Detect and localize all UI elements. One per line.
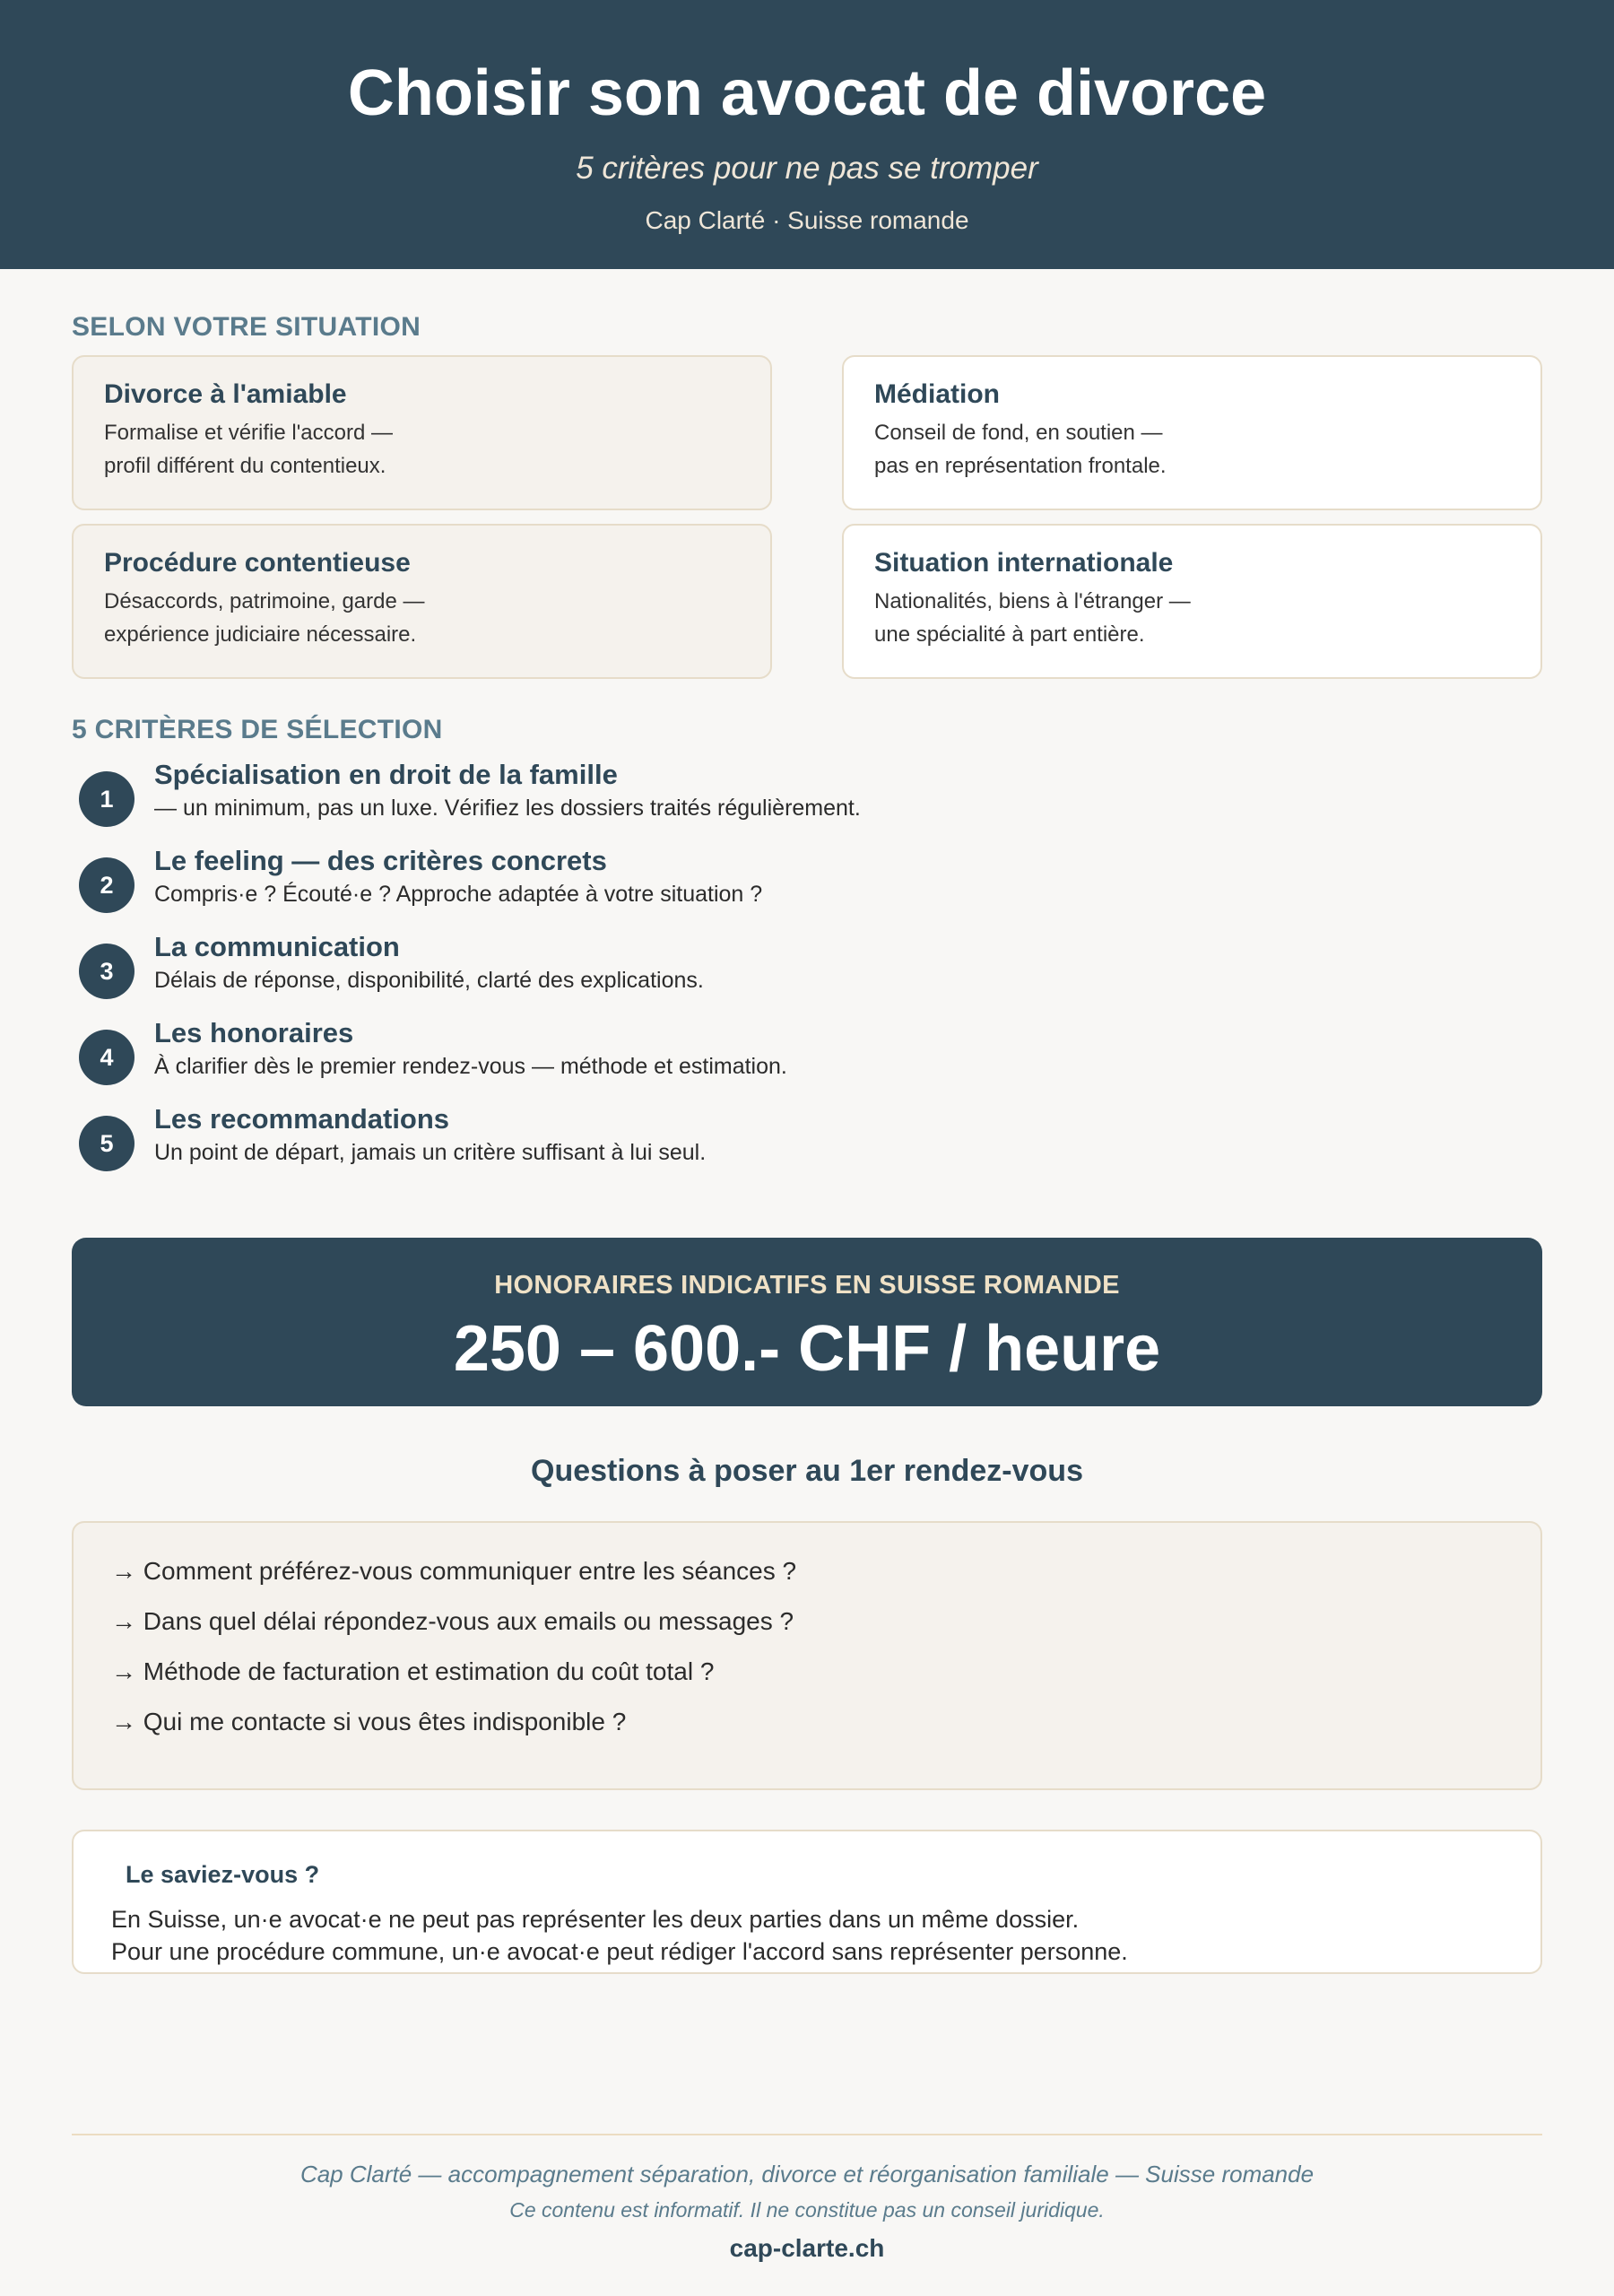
situation-card-amiable <box>72 355 772 510</box>
question-item: → Méthode de facturation et estimation du coût total ? <box>111 1657 715 1685</box>
page-subtitle: 5 critères pour ne pas se tromper <box>576 151 1038 186</box>
situation-card-mediation <box>842 355 1542 510</box>
criteria-list <box>79 759 1424 1193</box>
did-you-know-box <box>72 1830 1542 1974</box>
situation-card-body: Nationalités, biens à l'étranger — une spécialité à part entière. <box>874 589 1191 647</box>
criterion-number: 4 <box>79 1030 134 1085</box>
criterion-item <box>79 1017 1424 1107</box>
criterion-title: Les honoraires <box>154 1017 354 1048</box>
footer-disclaimer: Ce contenu est informatif. Il ne constitue pas un conseil juridique. <box>509 2198 1105 2222</box>
situation-card-title: Procédure contentieuse <box>104 548 411 578</box>
fees-value: 250 – 600.- CHF / heure <box>453 1313 1161 1385</box>
criterion-item <box>79 759 1424 848</box>
situation-card-body: Conseil de fond, en soutien — pas en représentation frontale. <box>874 421 1167 478</box>
footer-website-link[interactable]: cap-clarte.ch <box>729 2234 885 2262</box>
question-item: → Comment préférez-vous communiquer entre les séances ? <box>111 1557 797 1585</box>
brand-line: Cap Clarté · Suisse romande <box>645 206 969 234</box>
criterion-item <box>79 845 1424 935</box>
criterion-description: Délais de réponse, disponibilité, clarté des explications. <box>154 968 704 993</box>
criterion-description: À clarifier dès le premier rendez-vous — méthode et estimation. <box>154 1054 787 1079</box>
criterion-description: Un point de départ, jamais un critère suffisant à lui seul. <box>154 1140 707 1165</box>
fees-label: HONORAIRES INDICATIFS EN SUISSE ROMANDE <box>494 1271 1120 1300</box>
question-item: → Qui me contacte si vous êtes indisponible ? <box>111 1708 627 1735</box>
criterion-title: Les recommandations <box>154 1103 450 1135</box>
criterion-description: Compris·e ? Écouté·e ? Approche adaptée à votre situation ? <box>154 882 763 907</box>
situation-card-title: Divorce à l'amiable <box>104 379 347 409</box>
criterion-number: 2 <box>79 857 134 913</box>
page-title: Choisir son avocat de divorce <box>347 57 1267 129</box>
fees-banner <box>72 1238 1542 1406</box>
situation-card-body: Formalise et vérifie l'accord — profil différent du contentieux. <box>104 421 394 478</box>
criterion-title: Le feeling — des critères concrets <box>154 845 607 876</box>
page-header <box>0 0 1614 269</box>
criterion-number: 1 <box>79 771 134 827</box>
tip-line: Pour une procédure commune, un·e avocat·e peut rédiger l'accord sans représenter personne. <box>111 1938 1128 1965</box>
criterion-item <box>79 1103 1424 1193</box>
criterion-description: — un minimum, pas un luxe. Vérifiez les dossiers traités régulièrement. <box>154 796 861 821</box>
situation-card-title: Médiation <box>874 379 1000 409</box>
criterion-item <box>79 931 1424 1021</box>
tip-title: Le saviez-vous ? <box>126 1861 320 1888</box>
situation-card-internationale <box>842 524 1542 679</box>
questions-heading: Questions à poser au 1er rendez-vous <box>531 1454 1083 1488</box>
questions-box <box>72 1521 1542 1790</box>
situation-card-title: Situation internationale <box>874 548 1174 578</box>
situation-card-body: Désaccords, patrimoine, garde — expérience judiciaire nécessaire. <box>104 589 425 647</box>
situations-heading: SELON VOTRE SITUATION <box>72 312 421 342</box>
footer-divider <box>72 2134 1542 2135</box>
criterion-title: Spécialisation en droit de la famille <box>154 759 618 790</box>
criterion-number: 3 <box>79 944 134 999</box>
situation-card-contentieuse <box>72 524 772 679</box>
tip-line: En Suisse, un·e avocat·e ne peut pas représenter les deux parties dans un même dossier. <box>111 1906 1080 1933</box>
criterion-number: 5 <box>79 1116 134 1171</box>
question-item: → Dans quel délai répondez-vous aux emails ou messages ? <box>111 1607 794 1635</box>
footer-tagline: Cap Clarté — accompagnement séparation, divorce et réorganisation familiale — Suisse romande <box>299 2161 1315 2187</box>
criteria-heading: 5 CRITÈRES DE SÉLECTION <box>72 715 443 744</box>
criterion-title: La communication <box>154 931 400 962</box>
